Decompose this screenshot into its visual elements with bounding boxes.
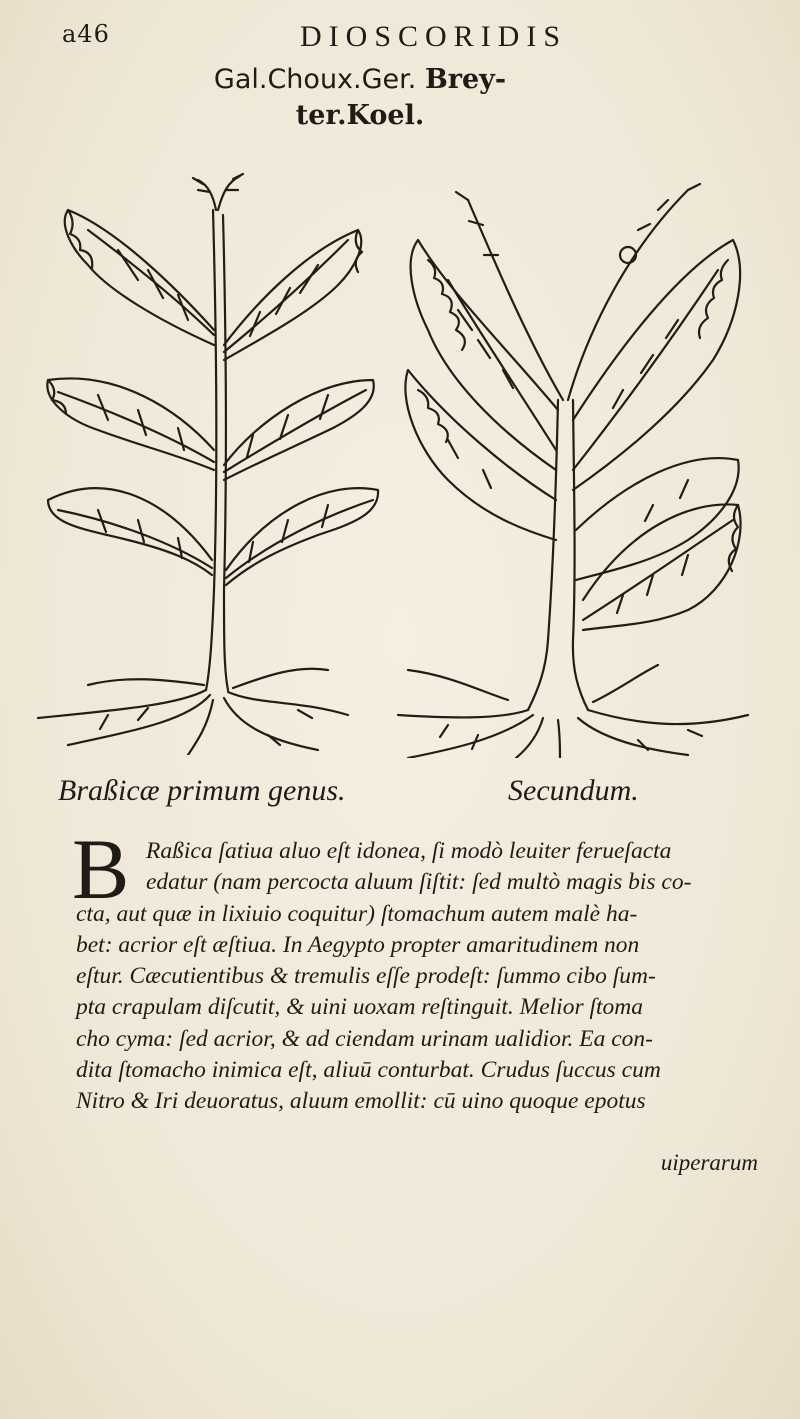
cabbage-plant-illustration-2 [388, 170, 750, 758]
page-number: a46 [62, 20, 110, 48]
vernacular-names [150, 62, 570, 134]
vernacular-line-1 [150, 62, 570, 98]
vernacular-gothic-2: ter.Koel. [295, 100, 425, 131]
running-head: DIOSCORIDIS [300, 20, 568, 53]
vernacular-roman: Gal.Choux.Ger. [213, 64, 417, 95]
catchword: uiperarum [660, 1150, 758, 1175]
woodcut-cabbage-first-kind [28, 170, 383, 755]
figure-caption-second: Secundum. [508, 774, 639, 807]
body-line: Nitro & Iri deuoratus, aluum emollit: cū uino quoque epotus [76, 1088, 646, 1115]
drop-cap-initial: B [72, 821, 130, 917]
vernacular-gothic-1: Brey- [424, 64, 507, 95]
body-line: bet: acrior eſt æſtiua. In Aegypto propter amaritudinem non [76, 931, 640, 958]
body-line: Raßica ſatiua aluo eſt idonea, ſi modò leuiter ferueſacta [146, 838, 672, 864]
body-paragraph [76, 836, 760, 1118]
body-line: dita ſtomacho inimica eſt, aliuū conturbat. Crudus ſuccus cum [76, 1057, 661, 1084]
cabbage-plant-illustration-1 [28, 170, 383, 755]
body-line: pta crapulam diſcutit, & uini uoxam reſtinguit. Melior ſtoma [76, 994, 644, 1021]
figure-caption-first: Braßicæ primum genus. [58, 774, 346, 807]
body-line: edatur (nam percocta aluum ſiſtit: ſed multò magis bis co- [146, 869, 692, 896]
body-line: eſtur. Cæcutientibus & tremulis eſſe prodeſt: ſummo cibo ſum- [76, 963, 656, 990]
body-line: cta, aut quæ in lixiuio coquitur) ſtomachum autem malè ha- [76, 900, 638, 927]
woodcut-cabbage-second-kind [388, 170, 750, 758]
body-line: cho cyma: ſed acrior, & ad ciendam urinam ualidior. Ea con- [76, 1025, 653, 1052]
